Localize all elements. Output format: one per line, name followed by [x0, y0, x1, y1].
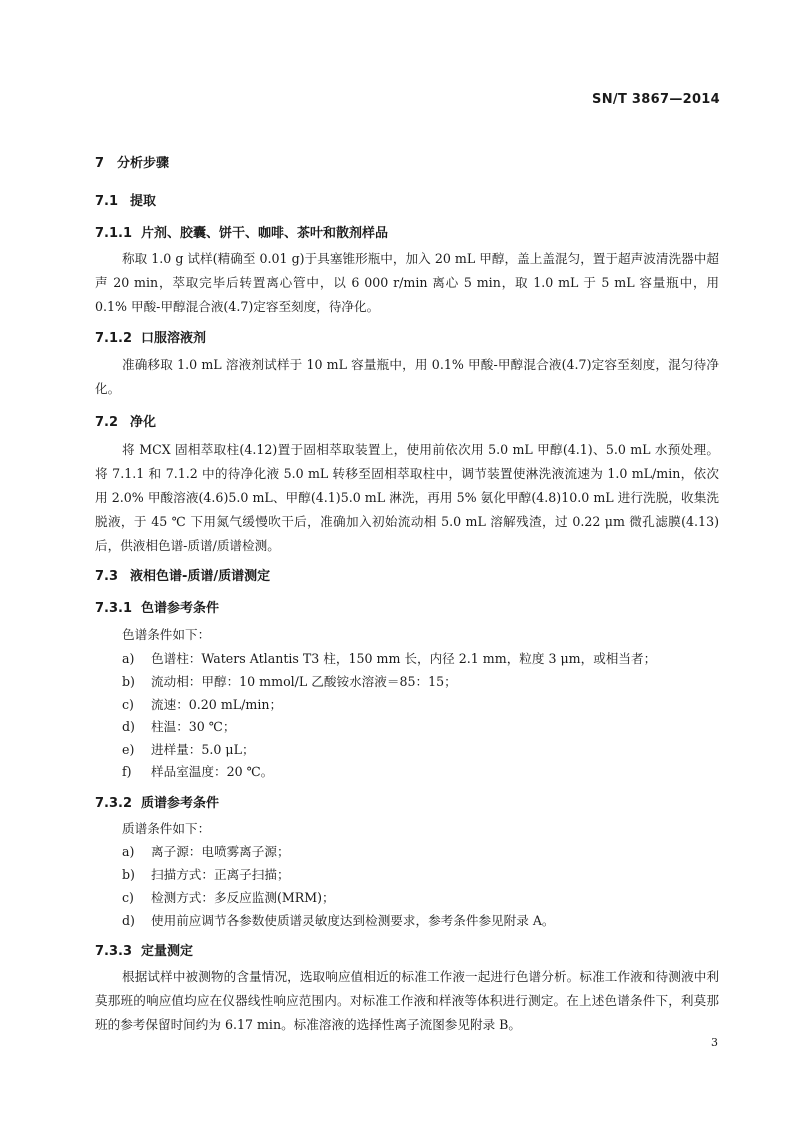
heading-number: 7.1	[95, 194, 119, 209]
heading-7-3-1	[95, 597, 219, 616]
list-marker: a)	[122, 651, 135, 666]
heading-number: 7.3.2	[95, 796, 133, 811]
list-item	[122, 864, 290, 883]
paragraph-7-2: 将 MCX 固相萃取柱(4.12)置于固相萃取装置上，使用前依次用 5.0 mL 甲醇(4.1)、5.0 mL 水预处理。将 7.1.1 和 7.1.2 中的待净化液 5.0 mL 转移至固相萃取柱中，调节装置使淋洗液流速为 1.0 mL/min，依次用 2.0% 甲酸溶液(4.6)5.0 mL、甲醇(4.1)5.0 mL 淋洗，再用 5% 氨化甲醇(4.8)10.0 mL 进行洗脱，收集洗脱液，于 45 ℃ 下用氮气缓慢吹干后，准确加入初始流动相 5.0 mL 溶解残渣，过 0.22 μm 微孔滤膜(4.13)后，供液相色谱-质谱/质谱检测。	[95, 442, 719, 553]
heading-title: 净化	[130, 415, 157, 430]
list-text: 检测方式：多反应监测(MRM)；	[151, 890, 335, 905]
heading-7-1-2	[95, 327, 206, 346]
list-intro: 色谱条件如下：	[122, 627, 211, 642]
heading-title: 液相色谱-质谱/质谱测定	[130, 569, 271, 584]
list-text: 离子源：电喷雾离子源；	[151, 844, 290, 859]
list-item	[122, 761, 273, 780]
list-item	[122, 887, 335, 906]
list-marker: b)	[122, 867, 135, 882]
heading-number: 7.3.3	[95, 944, 133, 959]
list-marker: c)	[122, 890, 134, 905]
heading-title: 片剂、胶囊、饼干、咖啡、茶叶和散剂样品	[141, 226, 389, 241]
paragraph-7-1-1: 称取 1.0 g 试样(精确至 0.01 g)于具塞锥形瓶中，加入 20 mL 甲醇，盖上盖混匀，置于超声波清洗器中超声 20 min，萃取完毕后转置离心管中，以 6 000 r/min 离心 5 min，取 1.0 mL 于 5 mL 容量瓶中，用 0.1% 甲酸-甲醇混合液(4.7)定容至刻度，待净化。	[95, 251, 719, 314]
heading-number: 7.1.1	[95, 226, 133, 241]
paragraph-7-3-3: 根据试样中被测物的含量情况，选取响应值相近的标准工作液一起进行色谱分析。标准工作液和待测液中利莫那班的响应值均应在仪器线性响应范围内。对标准工作液和样液等体积进行测定。在上述色谱条件下，利莫那班的参考保留时间约为 6.17 min。标准溶液的选择性离子流图参见附录 B。	[95, 969, 719, 1032]
heading-number: 7.1.2	[95, 331, 133, 346]
list-item	[122, 716, 236, 735]
heading-title: 分析步骤	[117, 156, 170, 171]
page-number: 3	[711, 1036, 718, 1049]
paragraph-7-1-2: 准确移取 1.0 mL 溶液剂试样于 10 mL 容量瓶中，用 0.1% 甲酸-甲醇混合液(4.7)定容至刻度，混匀待净化。	[95, 357, 719, 396]
heading-number: 7.2	[95, 415, 119, 430]
list-text: 进样量：5.0 μL；	[151, 742, 255, 757]
heading-7-3-2	[95, 792, 219, 811]
list-item	[122, 671, 457, 690]
list-text: 使用前应调节各参数使质谱灵敏度达到检测要求，参考条件参见附录 A。	[151, 913, 555, 928]
list-marker: d)	[122, 719, 135, 734]
heading-7-1	[95, 190, 156, 209]
list-text: 流动相：甲醇：10 mmol/L 乙酸铵水溶液＝85：15；	[151, 674, 457, 689]
list-text: 流速：0.20 mL/min；	[151, 697, 283, 712]
list-intro: 质谱条件如下：	[122, 821, 211, 836]
heading-title: 定量测定	[141, 944, 194, 959]
list-marker: f)	[122, 764, 132, 779]
list-text: 样品室温度：20 ℃。	[151, 764, 274, 779]
list-text: 扫描方式：正离子扫描；	[151, 867, 290, 882]
list-marker: b)	[122, 674, 135, 689]
heading-title: 质谱参考条件	[141, 796, 220, 811]
list-item	[122, 739, 255, 758]
heading-7-2	[95, 411, 156, 430]
heading-title: 提取	[130, 194, 157, 209]
heading-7-1-1	[95, 222, 388, 241]
list-item	[122, 648, 656, 667]
list-item	[122, 694, 282, 713]
list-text: 色谱柱：Waters Atlantis T3 柱，150 mm 长，内径 2.1 mm，粒度 3 μm，或相当者；	[151, 651, 657, 666]
heading-7-3	[95, 565, 270, 584]
list-marker: a)	[122, 844, 135, 859]
list-marker: e)	[122, 742, 135, 757]
list-item	[122, 910, 555, 929]
heading-number: 7.3	[95, 569, 119, 584]
heading-title: 色谱参考条件	[141, 601, 220, 616]
list-marker: d)	[122, 913, 135, 928]
heading-number: 7.3.1	[95, 601, 133, 616]
list-item	[122, 841, 290, 860]
list-text: 柱温：30 ℃；	[151, 719, 236, 734]
heading-7	[95, 152, 169, 171]
heading-number: 7	[95, 156, 105, 171]
list-marker: c)	[122, 697, 134, 712]
heading-7-3-3	[95, 940, 193, 959]
standard-number: SN/T 3867—2014	[592, 92, 720, 107]
heading-title: 口服溶液剂	[141, 331, 207, 346]
